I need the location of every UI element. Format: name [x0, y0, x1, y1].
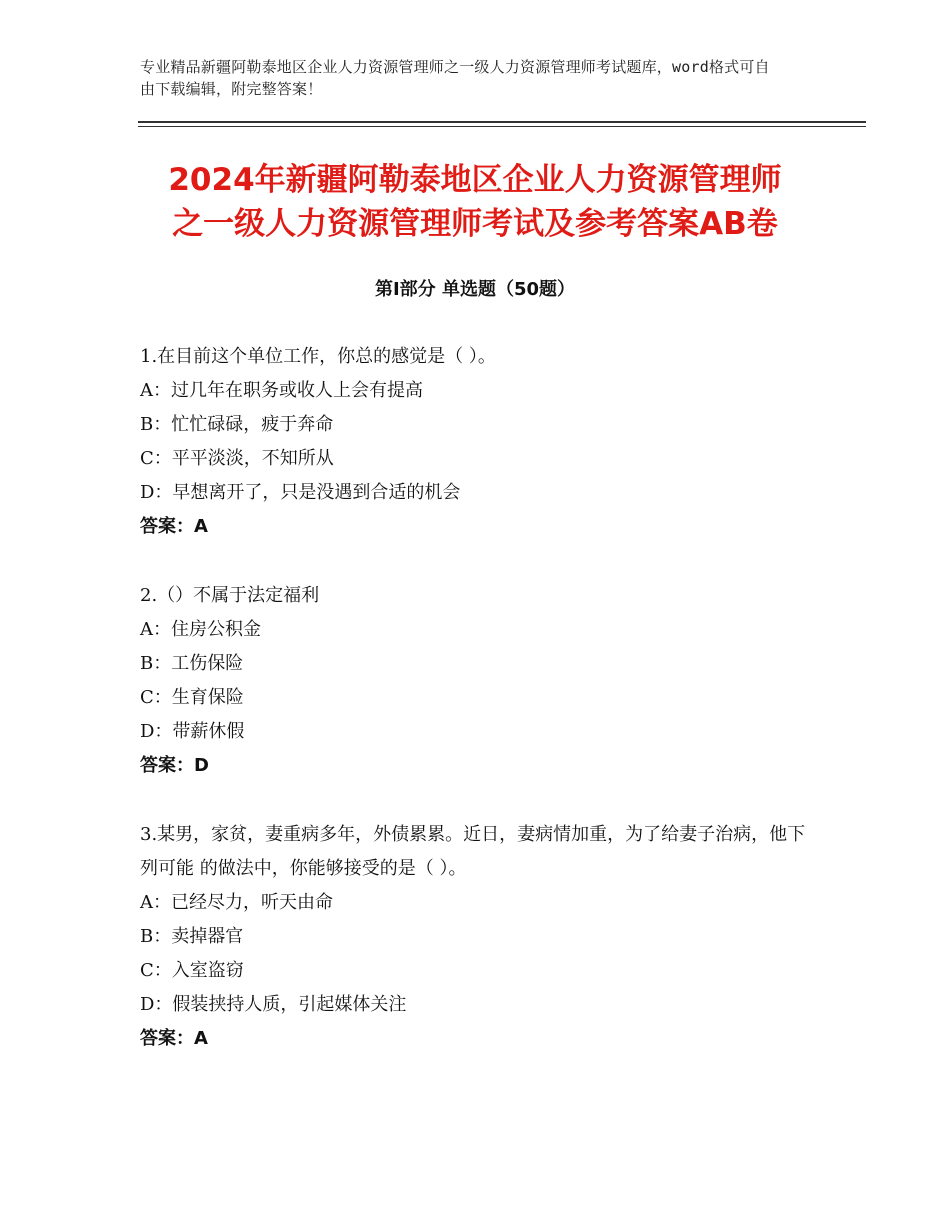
- option-d: D：假装挟持人质，引起媒体关注: [140, 994, 407, 1015]
- question-stem: 1.在目前这个单位工作，你总的感觉是（ ）。: [140, 346, 496, 367]
- title-line-2: 之一级人力资源管理师考试及参考答案AB卷: [172, 206, 778, 242]
- document-title: [100, 158, 850, 246]
- section-heading: 第Ⅰ部分 单选题（50题）: [374, 279, 575, 300]
- header-rule-thin: [138, 126, 866, 127]
- question-3: [140, 818, 820, 1056]
- question-stem: 3.某男，家贫，妻重病多年，外债累累。近日，妻病情加重，为了给妻子治病，他下列可能 的做法中，你能够接受的是（ ）。: [140, 824, 806, 879]
- option-b: B：卖掉器官: [140, 926, 244, 947]
- answer: 答案：A: [140, 1028, 208, 1049]
- option-d: D：早想离开了，只是没遇到合适的机会: [140, 482, 461, 503]
- title-line-1: 2024年新疆阿勒泰地区企业人力资源管理师: [168, 162, 782, 198]
- option-c: C：入室盗窃: [140, 960, 244, 981]
- option-d: D：带薪休假: [140, 721, 245, 742]
- answer: 答案：D: [140, 755, 209, 776]
- option-c: C：生育保险: [140, 687, 244, 708]
- option-a: A：已经尽力，听天由命: [140, 892, 333, 913]
- question-2: [140, 579, 820, 783]
- header-rule-thick: [138, 121, 866, 123]
- option-c: C：平平淡淡，不知所从: [140, 448, 334, 469]
- answer: 答案：A: [140, 516, 208, 537]
- option-b: B：忙忙碌碌，疲于奔命: [140, 414, 334, 435]
- header-note: 专业精品新疆阿勒泰地区企业人力资源管理师之一级人力资源管理师考试题库，word格式可自由下载编辑，附完整答案！: [140, 58, 770, 98]
- question-stem: 2.（）不属于法定福利: [140, 585, 320, 606]
- option-b: B：工伤保险: [140, 653, 244, 674]
- option-a: A：过几年在职务或收人上会有提高: [140, 380, 423, 401]
- question-1: [140, 340, 820, 544]
- option-a: A：住房公积金: [140, 619, 261, 640]
